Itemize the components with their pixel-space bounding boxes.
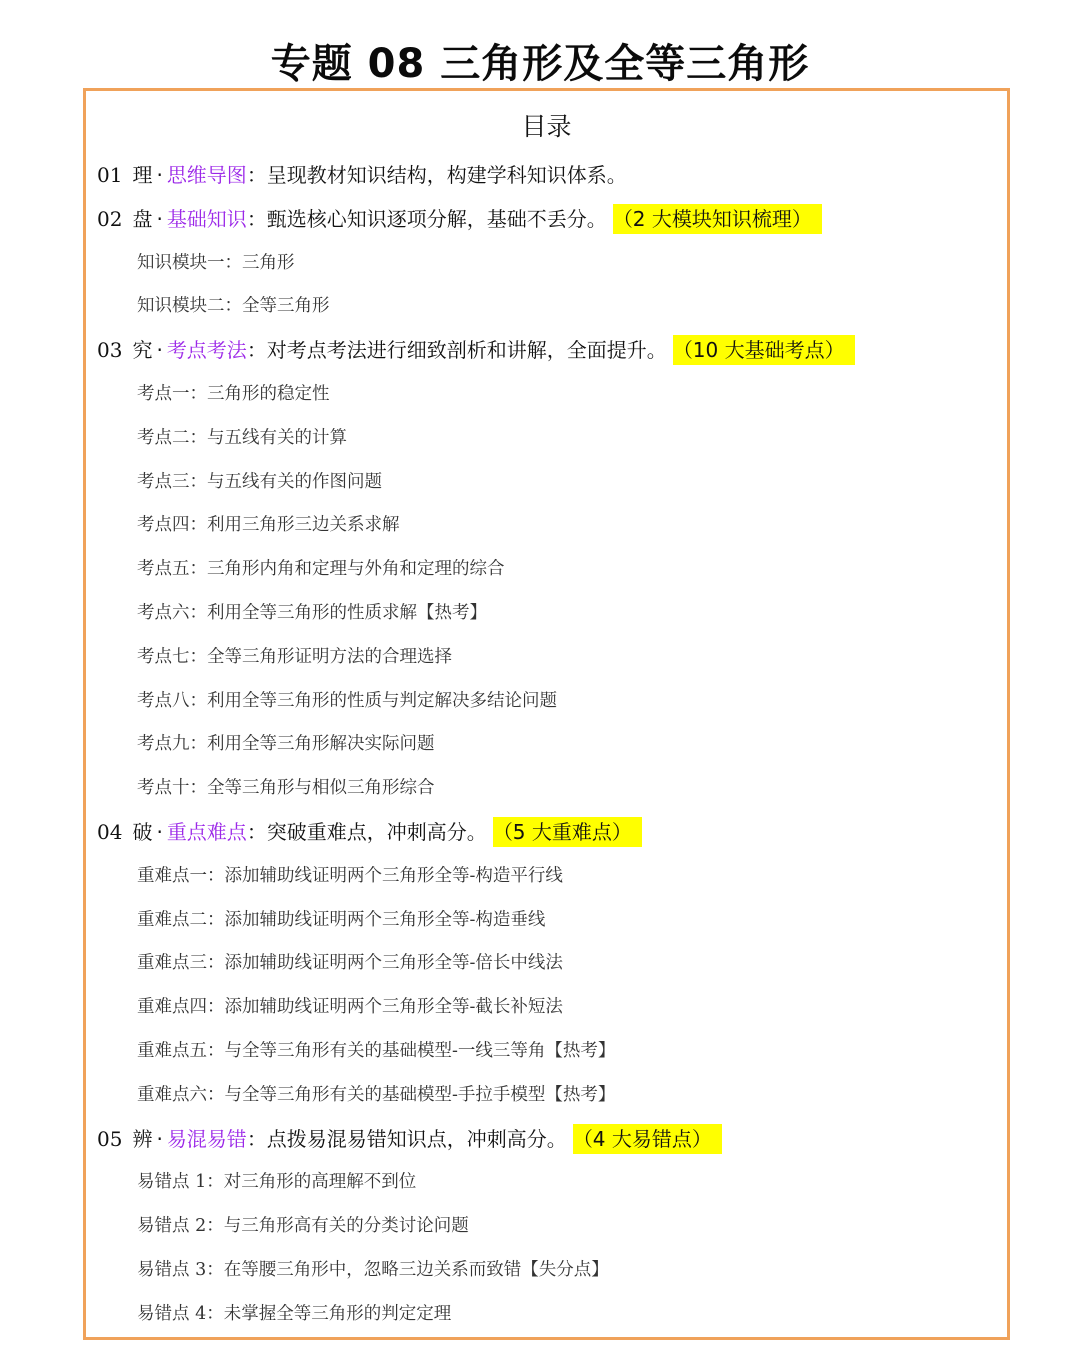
section-count-badge: （5 大重难点） <box>493 817 642 847</box>
toc-entry: 考点四：利用三角形三边关系求解 <box>137 515 400 536</box>
toc-entry: 重难点四：添加辅助线证明两个三角形全等-截长补短法 <box>137 997 563 1018</box>
section-number: 03 <box>97 338 123 363</box>
toc-entry: 重难点五：与全等三角形有关的基础模型-一线三等角【热考】 <box>137 1041 616 1061</box>
section-separator: · <box>156 1126 163 1151</box>
page-title: 专题 08 三角形及全等三角形 <box>270 41 810 87</box>
section-verb: 破 <box>132 820 153 844</box>
toc-entry: 考点七：全等三角形证明方法的合理选择 <box>137 646 452 667</box>
section-category: 重点难点 <box>166 820 247 844</box>
toc-entry: 重难点三：添加辅助线证明两个三角形全等-倍长中线法 <box>137 953 563 974</box>
section-separator: · <box>156 820 163 844</box>
section-heading-03 <box>97 333 855 367</box>
toc-entry: 易错点 4：未掌握全等三角形的判定定理 <box>137 1303 452 1324</box>
toc-entry: 考点六：利用全等三角形的性质求解【热考】 <box>137 603 487 623</box>
toc-entry: 重难点一：添加辅助线证明两个三角形全等-构造平行线 <box>137 865 563 886</box>
section-description: ：呈现教材知识结构，构建学科知识体系。 <box>246 163 627 187</box>
section-verb: 究 <box>132 338 153 363</box>
toc-entry: 易错点 1：对三角形的高理解不到位 <box>137 1172 417 1193</box>
section-verb: 盘 <box>132 206 153 231</box>
toc-entry: 重难点六：与全等三角形有关的基础模型-手拉手模型【热考】 <box>137 1084 616 1105</box>
section-category: 基础知识 <box>166 206 247 231</box>
section-verb: 辨 <box>132 1126 153 1151</box>
section-heading-01 <box>97 158 627 192</box>
section-number: 01 <box>97 163 123 187</box>
section-verb: 理 <box>132 163 153 187</box>
toc-entry: 易错点 3：在等腰三角形中，忽略三边关系而致错【失分点】 <box>137 1260 609 1280</box>
toc-entry: 考点十：全等三角形与相似三角形综合 <box>137 778 435 799</box>
section-heading-05 <box>97 1122 722 1156</box>
section-number: 05 <box>97 1126 123 1151</box>
section-description: ：对考点考法进行细致剖析和讲解，全面提升。 <box>246 338 667 363</box>
section-number: 02 <box>97 206 123 231</box>
toc-entry: 考点五：三角形内角和定理与外角和定理的综合 <box>137 559 505 580</box>
section-description: ：甄选核心知识逐项分解，基础不丢分。 <box>246 206 607 231</box>
section-description: ：突破重难点，冲刺高分。 <box>246 820 487 844</box>
table-of-contents <box>83 88 1010 1340</box>
section-category: 考点考法 <box>166 338 247 363</box>
toc-entry: 考点二：与五线有关的计算 <box>137 427 347 448</box>
section-heading-04 <box>97 815 642 849</box>
section-category: 思维导图 <box>166 163 247 187</box>
toc-heading: 目录 <box>521 112 572 141</box>
section-description: ：点拨易混易错知识点，冲刺高分。 <box>246 1126 567 1151</box>
section-count-badge: （4 大易错点） <box>573 1124 722 1154</box>
toc-entry: 考点一：三角形的稳定性 <box>137 384 330 404</box>
section-category: 易混易错 <box>166 1126 247 1151</box>
toc-entry: 知识模块一：三角形 <box>137 252 295 273</box>
section-number: 04 <box>97 820 123 844</box>
section-separator: · <box>156 163 163 187</box>
toc-entry: 重难点二：添加辅助线证明两个三角形全等-构造垂线 <box>137 909 546 930</box>
section-separator: · <box>156 338 163 363</box>
toc-entry: 考点九：利用全等三角形解决实际问题 <box>137 734 435 755</box>
section-separator: · <box>156 206 163 231</box>
toc-entry: 易错点 2：与三角形高有关的分类讨论问题 <box>137 1216 469 1237</box>
section-count-badge: （10 大基础考点） <box>673 335 855 365</box>
toc-entry: 知识模块二：全等三角形 <box>137 296 330 317</box>
toc-entry: 考点三：与五线有关的作图问题 <box>137 471 382 492</box>
toc-entry: 考点八：利用全等三角形的性质与判定解决多结论问题 <box>137 690 557 711</box>
section-heading-02 <box>97 202 822 236</box>
section-count-badge: （2 大模块知识梳理） <box>613 204 822 234</box>
